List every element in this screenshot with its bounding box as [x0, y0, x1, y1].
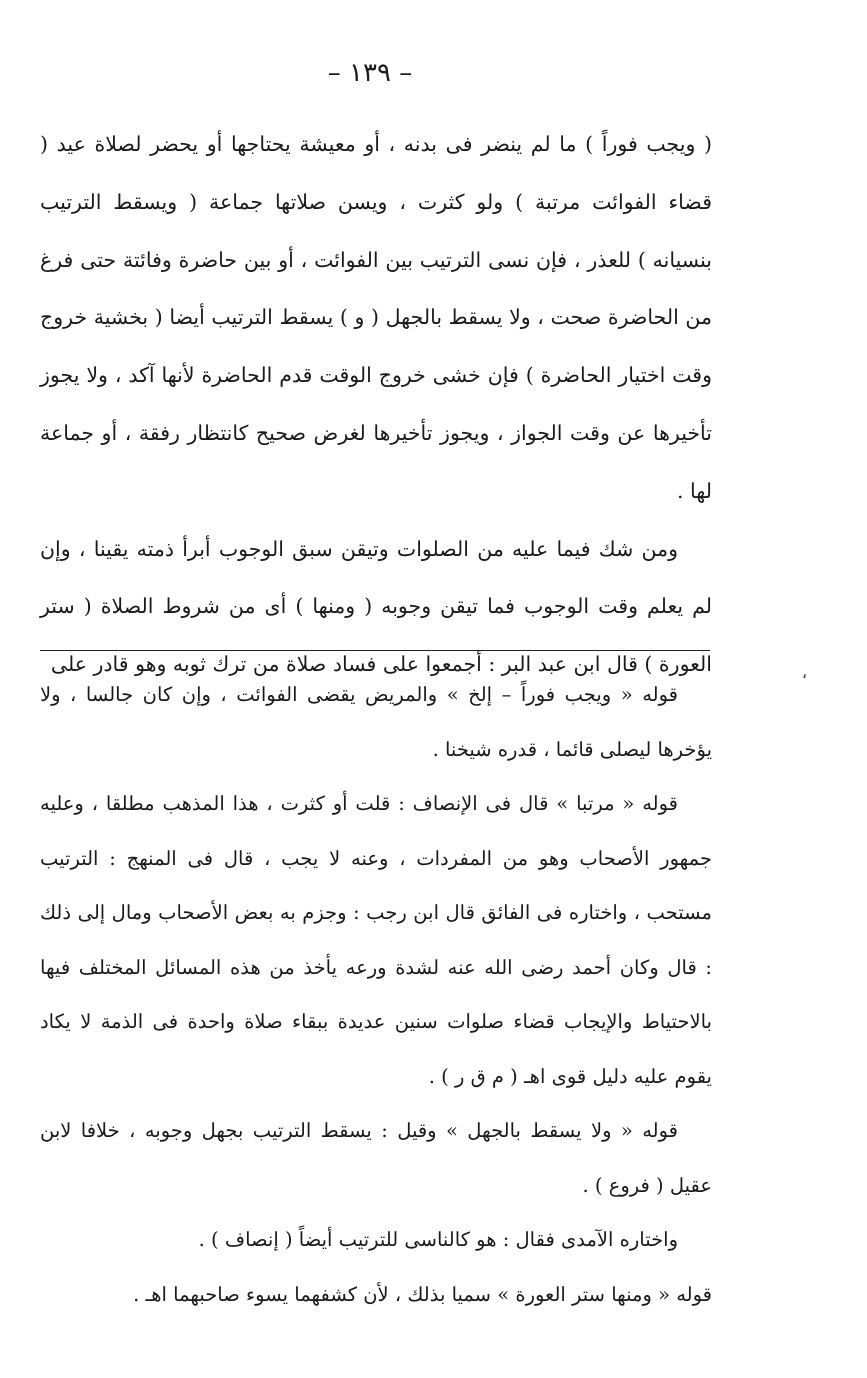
footnotes	[40, 668, 712, 1322]
main-text	[40, 116, 712, 694]
page-number: – ١٣٩ –	[327, 58, 413, 88]
footnote: قوله « ولا يسقط بالجهل » وقيل : يسقط الترتيب بجهل وجوبه ، خلافا لابن عقيل ( فروع ) .	[40, 1119, 712, 1197]
main-paragraph: ( ويجب فوراً ) ما لم ينضر فى بدنه ، أو معيشة يحتاجها أو يحضر لصلاة عيد ( قضاء الفوائت مرتبة ) ولو كثرت ، ويسن صلاتها جماعة ( ويسقط الترتيب بنسيانه ) للعذر ، فإن نسى الترتيب بين الفوائت ، أو بين حاضرة وفائتة حتى فرغ من الحاضرة صحت ، ولا يسقط بالجهل ( و ) يسقط الترتيب أيضا ( بخشية خروج وقت اختيار الحاضرة ) فإن خشى خروج الوقت قدم الحاضرة لأنها آكد ، ولا يجوز تأخيرها عن وقت الجواز ، ويجوز تأخيرها لغرض صحيح كانتظار رفقة ، أو جماعة لها .	[40, 132, 712, 503]
footnote: قوله « ومنها ستر العورة » سميا بذلك ، لأن كشفهما يسوء صاحبهما اهـ .	[133, 1282, 712, 1306]
footnote: واختاره الآمدى فقال : هو كالناسى للترتيب أيضاً ( إنصاف ) .	[198, 1228, 678, 1251]
footnote-divider	[40, 650, 710, 651]
main-paragraph: ومن شك فيما عليه من الصلوات وتيقن سبق الوجوب أبرأ ذمته يقينا ، وإن لم يعلم وقت الوجوب فما تيقن وجوبه ( ومنها ) أى من شروط الصلاة ( ستر العورة ) قال ابن عبد البر : أجمعوا على فساد صلاة من ترك ثوبه وهو قادر على	[40, 536, 712, 677]
footnote: قوله « ويجب فوراً – إلخ » والمريض يقضى الفوائت ، وإن كان جالسا ، ولا يؤخرها ليصلى قائما ، قدره شيخنا .	[40, 683, 712, 761]
footnote: قوله « مرتبا » قال فى الإنصاف : قلت أو كثرت ، هذا المذهب مطلقا ، وعليه جمهور الأصحاب وهو من المفردات ، وعنه لا يجب ، قال فى المنهج : الترتيب مستحب ، واختاره فى الفائق قال ابن رجب : وجزم به بعض الأصحاب ومال إلى ذلك : قال وكان أحمد رضى الله عنه لشدة ورعه يأخذ من هذه المسائل المختلف فيها بالاحتياط والإيجاب قضاء صلوات سنين عديدة ببقاء صلاة واحدة فى الذمة لا يكاد يقوم عليه دليل قوى اهـ ( م ق ر ) .	[40, 792, 712, 1088]
margin-mark: ،	[801, 663, 807, 682]
